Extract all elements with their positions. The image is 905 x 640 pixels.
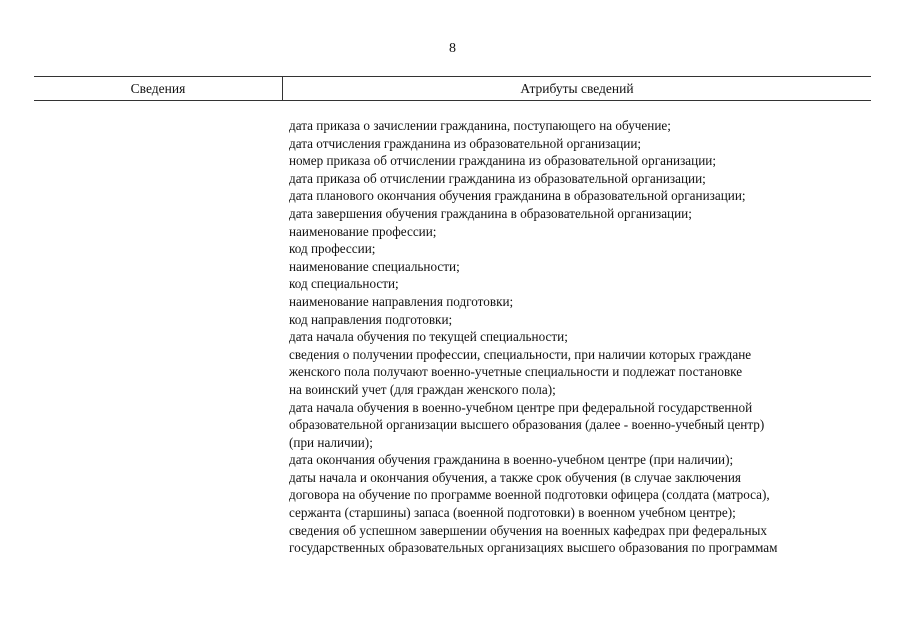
attribute-line: код специальности;	[289, 276, 399, 292]
attribute-line: дата приказа об отчислении гражданина из образовательной организации;	[289, 170, 706, 186]
attribute-line: договора на обучение по программе военной подготовки офицера (солдата (матроса),	[289, 487, 770, 503]
attribute-line: государственных образовательных организациях высшего образования по программам	[289, 540, 778, 556]
page-number: 8	[449, 41, 456, 56]
attributes-cell	[289, 117, 869, 557]
attribute-line: сведения об успешном завершении обучения на военных кафедрах при федеральных	[289, 522, 767, 538]
attribute-line: сведения о получении профессии, специальности, при наличии которых граждане	[289, 346, 752, 362]
attribute-line: наименование профессии;	[289, 223, 437, 239]
attribute-line: даты начала и окончания обучения, а также срок обучения (в случае заключения	[289, 469, 741, 485]
attribute-line: номер приказа об отчислении гражданина из образовательной организации;	[289, 153, 716, 169]
attribute-line: (при наличии);	[289, 434, 373, 450]
table-top-rule	[34, 76, 871, 77]
attribute-line: дата приказа о зачислении гражданина, поступающего на обучение;	[289, 118, 671, 133]
column-header-attributes: Атрибуты сведений	[520, 81, 634, 96]
attribute-line: сержанта (старшины) запаса (военной подготовки) в военном учебном центре);	[289, 505, 736, 521]
attribute-line: на воинский учет (для граждан женского пола);	[289, 381, 556, 397]
attribute-line: дата начала обучения по текущей специальности;	[289, 329, 568, 345]
attribute-line: дата планового окончания обучения гражданина в образовательной организации;	[289, 188, 746, 204]
attribute-line: дата начала обучения в военно-учебном центре при федеральной государственной	[289, 399, 753, 415]
attribute-line: код профессии;	[289, 241, 376, 257]
attribute-line: наименование направления подготовки;	[289, 293, 514, 309]
attribute-line: образовательной организации высшего образования (далее - военно-учебный центр)	[289, 417, 765, 433]
attribute-line: дата отчисления гражданина из образовательной организации;	[289, 135, 642, 151]
attribute-line: женского пола получают военно-учетные специальности и подлежат постановке	[289, 364, 743, 380]
column-header-info: Сведения	[130, 81, 186, 96]
table-header-rule	[34, 100, 871, 101]
attribute-line: код направления подготовки;	[289, 311, 453, 327]
attribute-line: дата окончания обучения гражданина в военно-учебном центре (при наличии);	[289, 452, 734, 468]
attribute-line: дата завершения обучения гражданина в образовательной организации;	[289, 205, 692, 221]
attribute-line: наименование специальности;	[289, 258, 460, 274]
